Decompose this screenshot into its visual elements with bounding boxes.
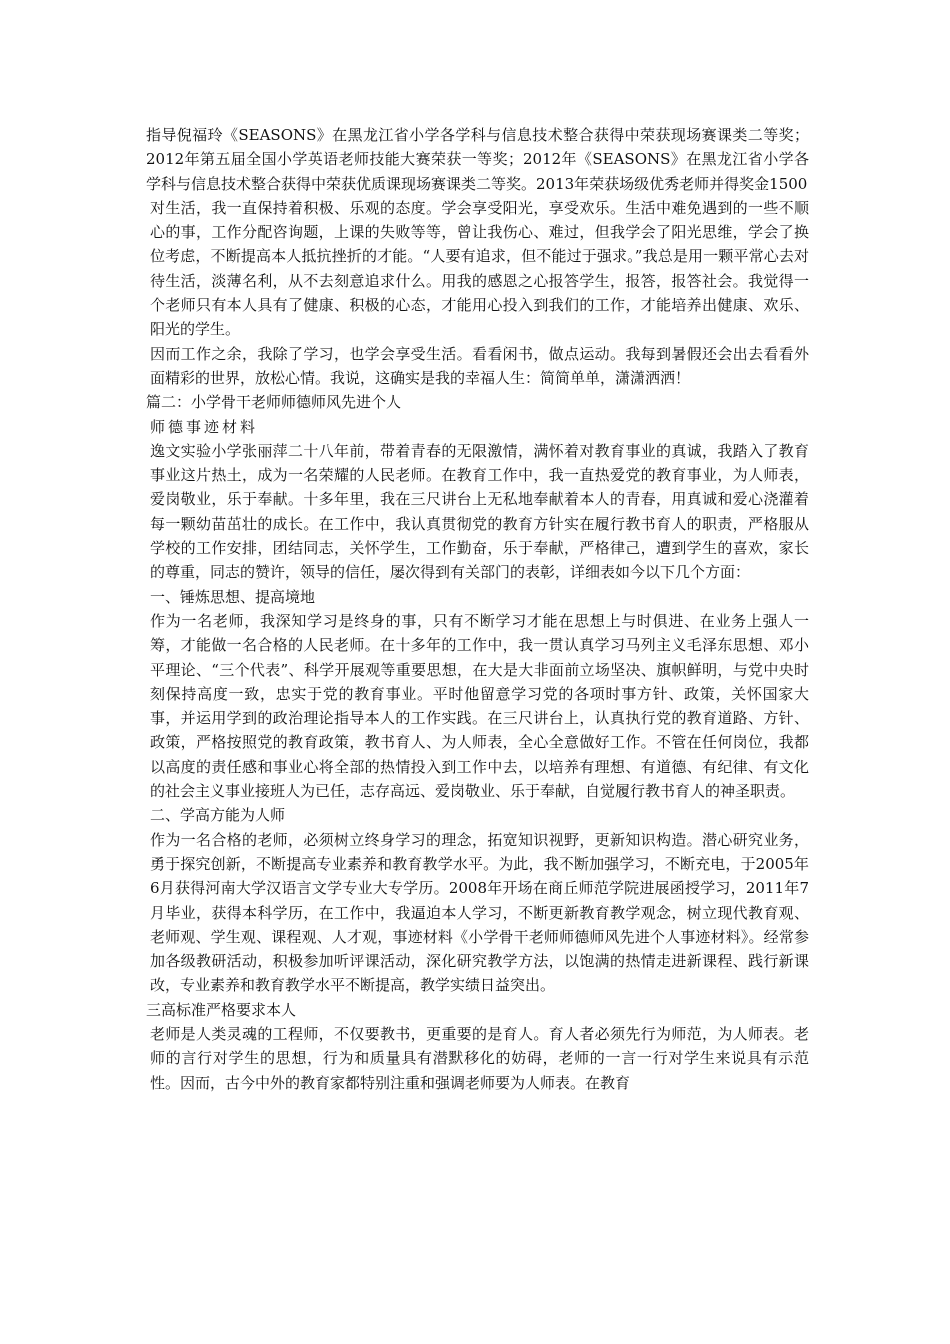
document-page	[146, 123, 809, 1095]
paragraph-learning: 作为一名合格的老师，必须树立终身学习的理念，拓宽知识视野，更新知识构造。潜心研究业务，勇于探究创新，不断提高专业素养和教育教学水平。为此，我不断加强学习，不断充电，于2005年6月获得河南大学汉语言文学专业大专学历。2008年开场在商丘师范学院进展函授学习，2011年7月毕业，获得本科学历，在工作中，我逼迫本人学习，不断更新教育教学观念，树立现代教育观、老师观、学生观、课程观、人才观，事迹材料《小学骨干老师师德师风先进个人事迹材料》。经常参加各级教研活动，积极参加听评课活动，深化研究教学方法，以饱满的热情走进新课程、践行新课改，专业素养和教育教学水平不断提高，教学实绩日益突出。	[150, 830, 809, 995]
heading-two: 二、学高方能为人师	[150, 806, 286, 825]
paragraph-life-attitude: 对生活，我一直保持着积极、乐观的态度。学会享受阳光，享受欢乐。生活中难免遇到的一些不顺心的事，工作分配咨询题，上课的失败等等，曾让我伤心、难过，但我学会了阳光思维，学会了换位考虑，不断提高本人抵抗挫折的才能。“人要有追求，但不能过于强求。”我总是用一颗平常心去对待生活，淡薄名利，从不去刻意追求什么。用我的感恩之心报答学生，报答，报答社会。我觉得一个老师只有本人具有了健康、积极的心态，才能用心投入到我们的工作，才能培养出健康、欢乐、阳光的学生。	[150, 198, 809, 339]
paragraph-role-model: 老师是人类灵魂的工程师，不仅要教书，更重要的是育人。育人者必须先行为师范，为人师表。老师的言行对学生的思想，行为和质量具有潜默移化的妨碍，老师的一言一行对学生来说具有示范性。因而，古今中外的教育家都特别注重和强调老师要为人师表。在教育	[150, 1024, 809, 1092]
section-title-part-two: 篇二：小学骨干老师师德师风先进个人	[146, 393, 402, 412]
paragraph-introduction: 逸文实验小学张丽萍二十八年前，带着青春的无限激情，满怀着对教育事业的真诚，我踏入了教育事业这片热土，成为一名荣耀的人民老师。在教育工作中，我一直热爱党的教育事业，为人师表，爱岗敬业，乐于奉献。十多年里，我在三尺讲台上无私地奉献着本人的青春，用真诚和爱心浇灌着每一颗幼苗茁壮的成长。在工作中，我认真贯彻党的教育方针实在履行教书育人的职责，严格服从学校的工作安排，团结同志，关怀学生，工作勤奋，乐于奉献，严格律己，遭到学生的喜欢，家长的尊重，同志的赞许，领导的信任，屡次得到有关部门的表彰，详细表如今以下几个方面：	[150, 441, 809, 582]
paragraph-thought: 作为一名老师，我深知学习是终身的事，只有不断学习才能在思想上与时俱进、在业务上强人一筹，才能做一名合格的人民老师。在十多年的工作中，我一贯认真学习马列主义毛泽东思想、邓小平理论、“三个代表”、科学开展观等重要思想，在大是大非面前立场坚决、旗帜鲜明，与党中央时刻保持高度一致，忠实于党的教育事业。平时他留意学习党的各项时事方针、政策，关怀国家大事，并运用学到的政治理论指导本人的工作实践。在三尺讲台上，认真执行党的教育道路、方针、政策，严格按照党的教育政策，教书育人、为人师表，全心全意做好工作。不管在任何岗位，我都以高度的责任感和事业心将全部的热情投入到工作中去，以培养有理想、有道德、有纪律、有文化的社会主义事业接班人为已任，志存高远、爱岗敬业、乐于奉献，自觉履行教书育人的神圣职责。	[150, 611, 809, 801]
heading-one: 一、锤炼思想、提高境地	[150, 587, 316, 606]
heading-three: 三高标准严格要求本人	[146, 1000, 297, 1019]
section-subtitle-materials: 师德事迹材料	[150, 417, 259, 436]
paragraph-leisure: 因而工作之余，我除了学习，也学会享受生活。看看闲书，做点运动。我每到暑假还会出去看看外面精彩的世界，放松心情。我说，这确实是我的幸福人生：简简单单，潇潇洒洒！	[150, 344, 809, 387]
paragraph-awards: 指导倪福玲《SEASONS》在黑龙江省小学各学科与信息技术整合获得中荣获现场赛课类二等奖；2012年第五届全国小学英语老师技能大赛荣获一等奖；2012年《SEASONS》在黑龙江省小学各学科与信息技术整合获得中荣获优质课现场赛课类二等奖。2013年荣获场级优秀老师并得奖金1500	[146, 126, 809, 193]
